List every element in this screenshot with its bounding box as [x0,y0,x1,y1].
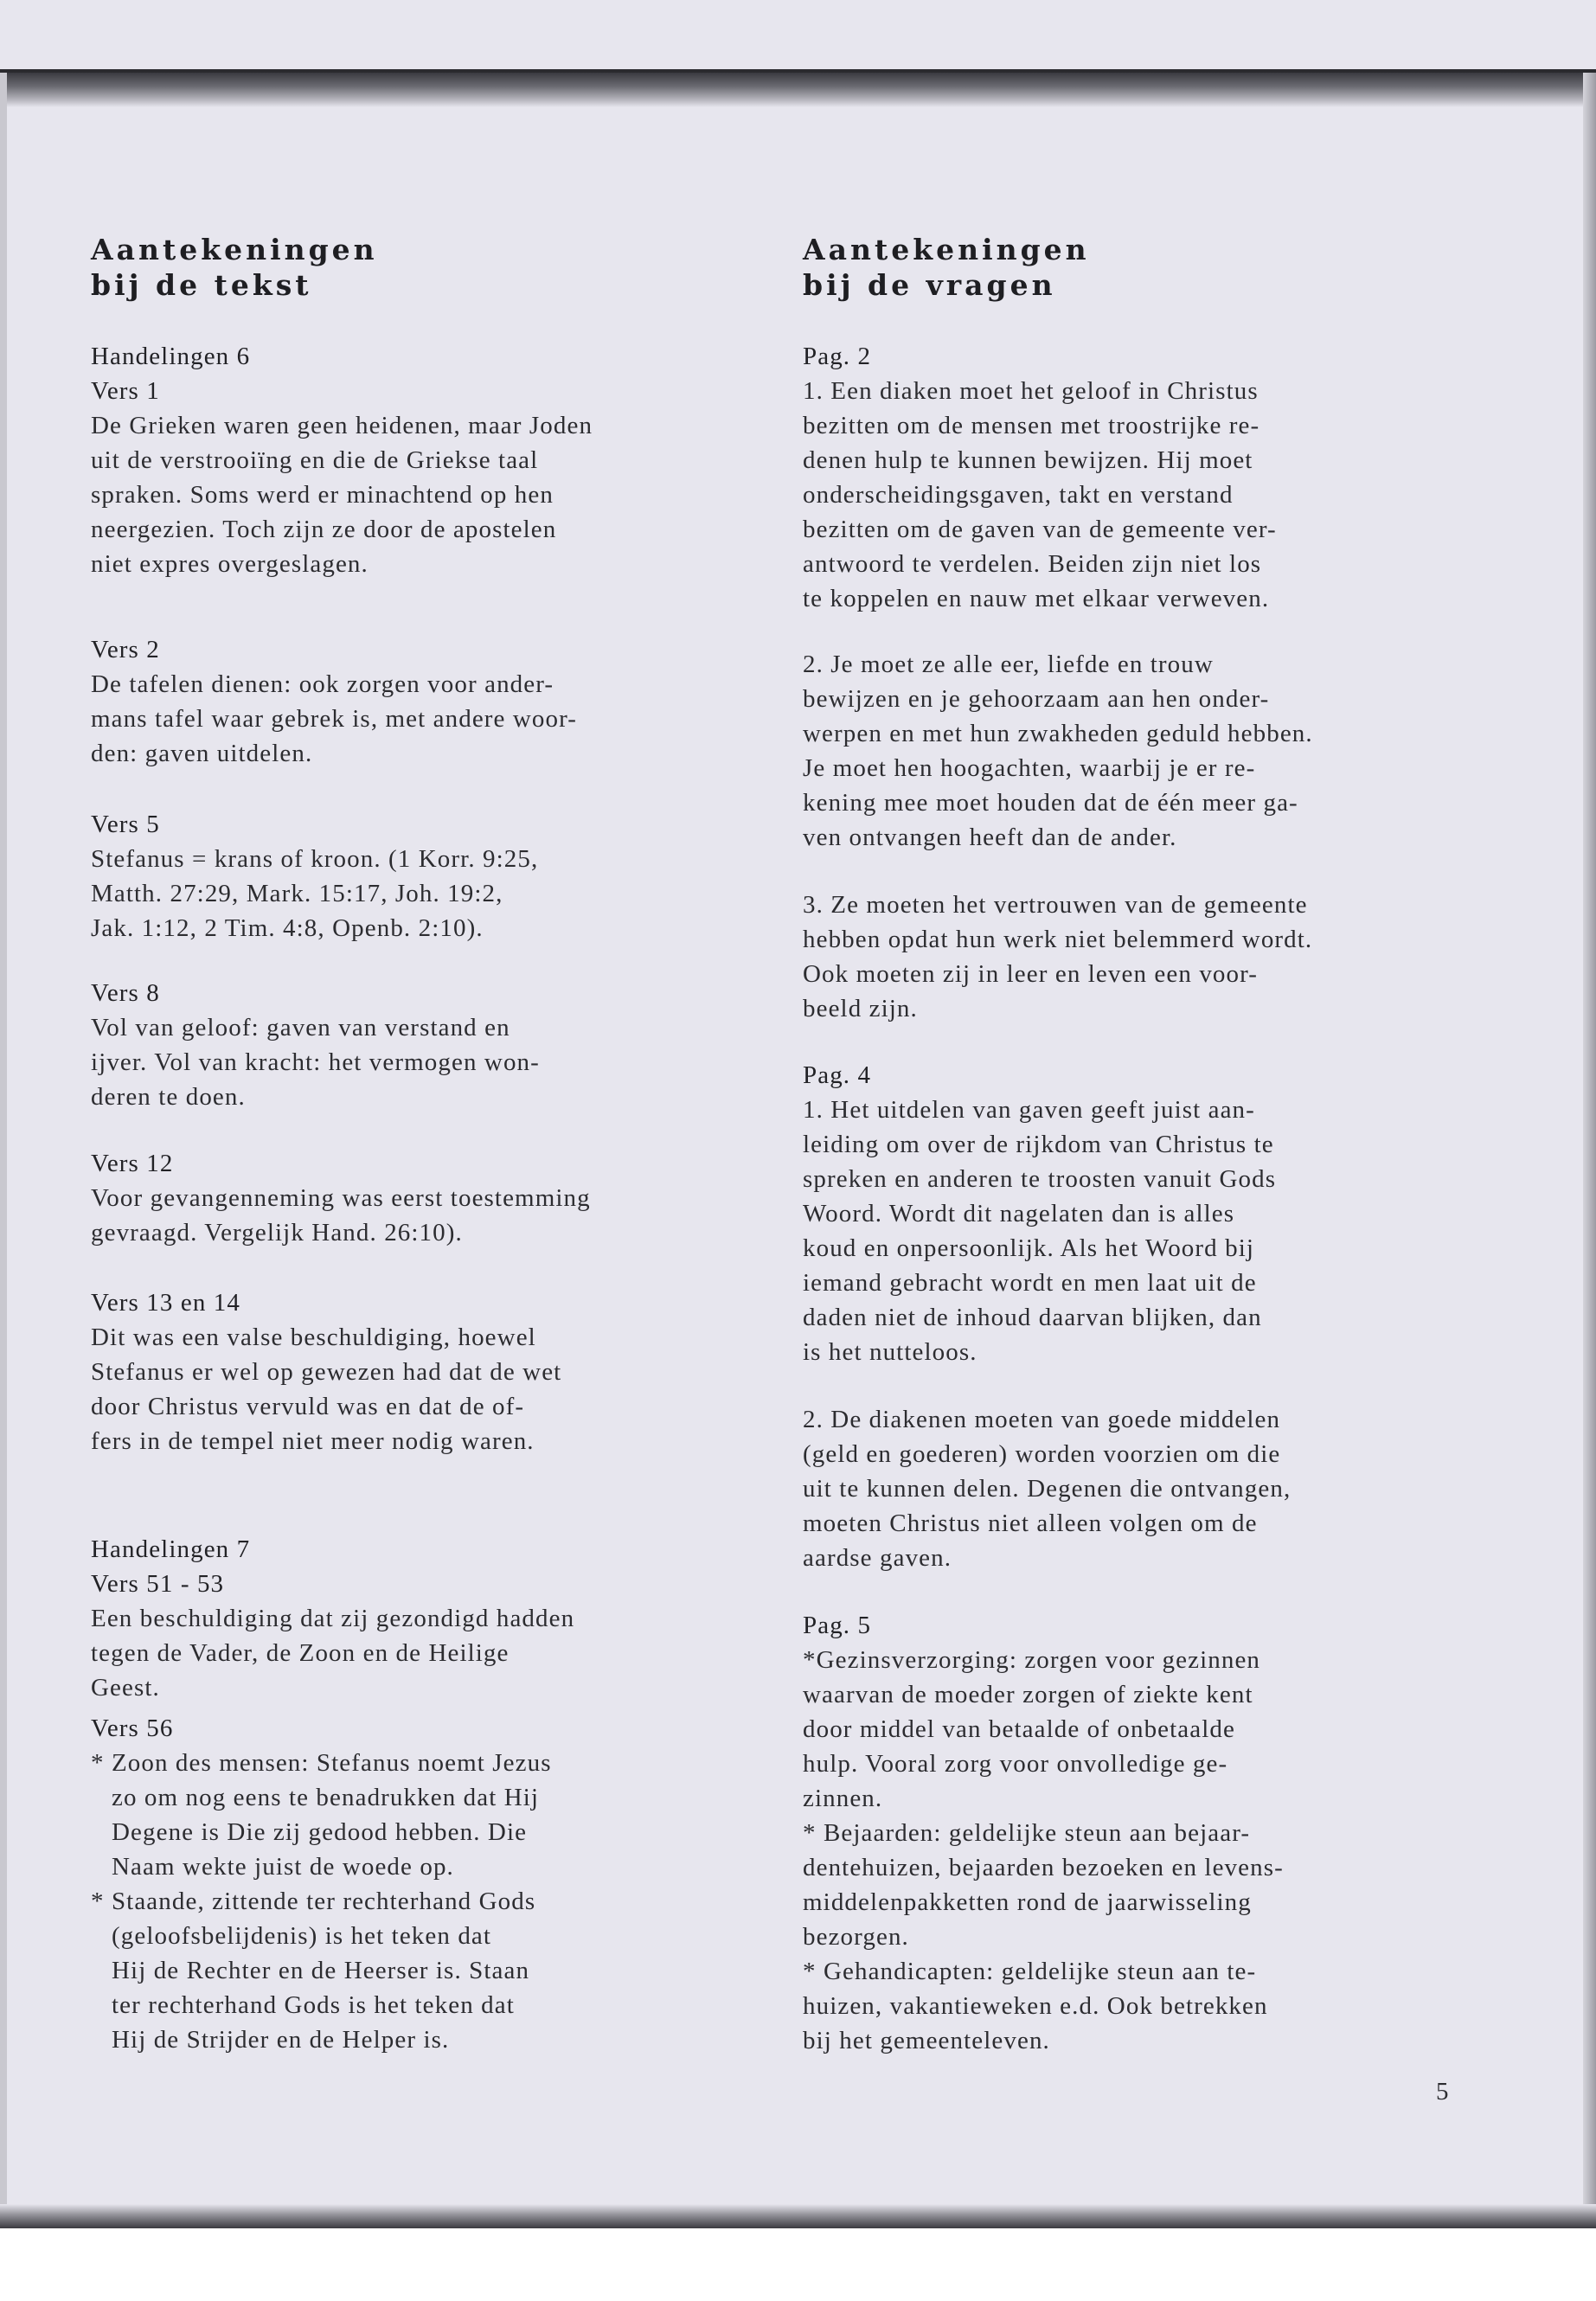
verse-reference: Vers 5 [91,811,160,838]
text-line: zo om nog eens te benadrukken dat Hij [112,1784,540,1811]
text-line: ter rechterhand Gods is het teken dat [112,1991,515,2019]
note-section [91,1285,766,1458]
text-line: niet expres overgeslagen. [91,550,369,578]
text-line: leiding om over de rijkdom van Christus te [803,1131,1274,1158]
text-line: Naam wekte juist de woede op. [112,1853,454,1881]
text-line: Hij de Rechter en de Heerser is. Staan [112,1957,530,1984]
text-line: Jak. 1:12, 2 Tim. 4:8, Openb. 2:10). [91,914,484,942]
text-line: (geld en goederen) worden voorzien om die [803,1440,1281,1468]
verse-reference: Pag. 5 [803,1612,872,1639]
note-section [803,1608,1477,2058]
note-section [91,1532,766,1705]
note-section [91,976,766,1114]
text-line: spreken en anderen te troosten vanuit Gods [803,1165,1277,1193]
text-line: mans tafel waar gebrek is, met andere woor- [91,705,578,733]
text-line: ijver. Vol van kracht: het vermogen won- [91,1048,540,1076]
text-line: waarvan de moeder zorgen of ziekte kent [803,1681,1253,1708]
text-line: koud en onpersoonlijk. Als het Woord bij [803,1234,1255,1262]
text-line: denen hulp te kunnen bewijzen. Hij moet [803,446,1253,474]
section-heading [91,232,766,303]
verse-reference: Vers 8 [91,979,160,1007]
text-line: spraken. Soms werd er minachtend op hen [91,481,554,509]
text-line: uit te kunnen delen. Degenen die ontvangen, [803,1475,1292,1503]
text-line: Ook moeten zij in leer en leven een voor- [803,960,1259,988]
scan-edge-right [1583,73,1596,2209]
text-line: gevraagd. Vergelijk Hand. 26:10). [91,1219,463,1247]
heading-line: Aantekeningen [803,233,1090,266]
text-line: De Grieken waren geen heidenen, maar Joden [91,412,593,439]
note-section [91,339,766,581]
scan-edge-left [0,73,7,2209]
scan-shadow-top [0,73,1596,107]
text-line: dentehuizen, bejaarden bezoeken en levens- [803,1854,1284,1881]
text-line: den: gaven uitdelen. [91,740,313,767]
text-line: middelenpakketten rond de jaarwisseling [803,1888,1252,1916]
text-line: beeld zijn. [803,995,918,1022]
text-line: zinnen. [803,1785,883,1812]
text-line: neergezien. Toch zijn ze door de apostelen [91,516,557,543]
text-line: Je moet hen hoogachten, waarbij je er re- [803,754,1256,782]
scan-margin-bottom [0,2228,1596,2301]
page-number: 5 [1436,2078,1449,2106]
text-line: fers in de tempel niet meer nodig waren. [91,1427,535,1455]
text-line: (geloofsbelijdenis) is het teken dat [112,1922,492,1950]
text-line: deren te doen. [91,1083,246,1111]
note-section [91,632,766,771]
text-line: door middel van betaalde of onbetaalde [803,1715,1235,1743]
text-line: Vol van geloof: gaven van verstand en [91,1014,510,1042]
text-line: 3. Ze moeten het vertrouwen van de gemeente [803,891,1308,919]
text-line: aardse gaven. [803,1544,952,1572]
text-line: 1. Een diaken moet het geloof in Christus [803,377,1259,405]
text-line: door Christus vervuld was en dat de of- [91,1393,525,1420]
note-section [803,339,1477,616]
text-line: 2. Je moet ze alle eer, liefde en trouw [803,651,1214,678]
text-line: bezitten om de mensen met troostrijke re- [803,412,1260,439]
text-line: Een beschuldiging dat zij gezondigd hadden [91,1605,575,1632]
note-section [91,1146,766,1250]
text-line: * Gehandicapten: geldelijke steun aan te- [803,1958,1257,1985]
text-line: antwoord te verdelen. Beiden zijn niet los [803,550,1262,578]
verse-reference: Vers 12 [91,1150,174,1177]
text-line: Stefanus er wel op gewezen had dat de wet [91,1358,562,1386]
text-line: * Zoon des mensen: Stefanus noemt Jezus [91,1749,552,1777]
text-line: onderscheidingsgaven, takt en verstand [803,481,1234,509]
note-section [91,1711,766,2057]
heading-line: Aantekeningen [91,233,378,266]
text-line: werpen en met hun zwakheden geduld hebben. [803,720,1313,747]
text-line: Geest. [91,1674,160,1702]
verse-reference: Vers 2 [91,636,160,663]
verse-reference: Vers 1 [91,377,160,405]
text-line: De tafelen dienen: ook zorgen voor ander- [91,670,554,698]
text-line: 1. Het uitdelen van gaven geeft juist aan- [803,1096,1255,1124]
text-line: huizen, vakantieweken e.d. Ook betrekken [803,1992,1268,2020]
text-line: hebben opdat hun werk niet belemmerd wordt. [803,926,1313,953]
text-line: Hij de Strijder en de Helper is. [112,2026,450,2054]
verse-reference: Handelingen 6 [91,343,251,370]
text-line: Voor gevangenneming was eerst toestemming [91,1184,591,1212]
verse-reference: Handelingen 7 [91,1535,251,1563]
text-line: 2. De diakenen moeten van goede middelen [803,1406,1281,1433]
note-section [803,1058,1477,1369]
text-line: * Bejaarden: geldelijke steun aan bejaar- [803,1819,1251,1847]
text-line: te koppelen en nauw met elkaar verweven. [803,585,1270,612]
text-line: kening mee moet houden dat de één meer ga- [803,789,1298,817]
text-line: *Gezinsverzorging: zorgen voor gezinnen [803,1646,1261,1674]
note-section [803,1402,1477,1575]
section-heading [803,232,1477,303]
text-line: daden niet de inhoud daarvan blijken, dan [803,1304,1262,1331]
text-line: is het nutteloos. [803,1338,977,1366]
text-line: iemand gebracht wordt en men laat uit de [803,1269,1257,1297]
text-line: Stefanus = krans of kroon. (1 Korr. 9:25, [91,845,539,873]
text-line: bezitten om de gaven van de gemeente ver- [803,516,1277,543]
text-line: ven ontvangen heeft dan de ander. [803,824,1177,851]
note-section [803,888,1477,1026]
text-line: Matth. 27:29, Mark. 15:17, Joh. 19:2, [91,880,503,907]
verse-reference: Pag. 2 [803,343,872,370]
bullet-item [91,1746,766,1884]
scan-shadow-bottom [0,2204,1596,2228]
text-line: hulp. Vooral zorg voor onvolledige ge- [803,1750,1228,1778]
text-line: Woord. Wordt dit nagelaten dan is alles [803,1200,1235,1227]
text-line: moeten Christus niet alleen volgen om de [803,1509,1258,1537]
heading-line: bij de tekst [91,268,312,302]
text-line: bezorgen. [803,1923,909,1951]
heading-line: bij de vragen [803,268,1056,302]
bullet-item [91,1884,766,2057]
text-line: bij het gemeenteleven. [803,2027,1050,2054]
text-line: Degene is Die zij gedood hebben. Die [112,1818,528,1846]
verse-reference: Vers 56 [91,1715,174,1742]
text-line: tegen de Vader, de Zoon en de Heilige [91,1639,510,1667]
verse-reference: Vers 13 en 14 [91,1289,240,1317]
text-line: uit de verstrooiïng en die de Griekse taal [91,446,539,474]
verse-reference: Pag. 4 [803,1061,872,1089]
text-line: bewijzen en je gehoorzaam aan hen onder- [803,685,1270,713]
note-section [91,807,766,945]
text-line: * Staande, zittende ter rechterhand Gods [91,1888,536,1915]
text-line: Dit was een valse beschuldiging, hoewel [91,1324,536,1351]
verse-reference: Vers 51 - 53 [91,1570,225,1598]
note-section [803,647,1477,855]
